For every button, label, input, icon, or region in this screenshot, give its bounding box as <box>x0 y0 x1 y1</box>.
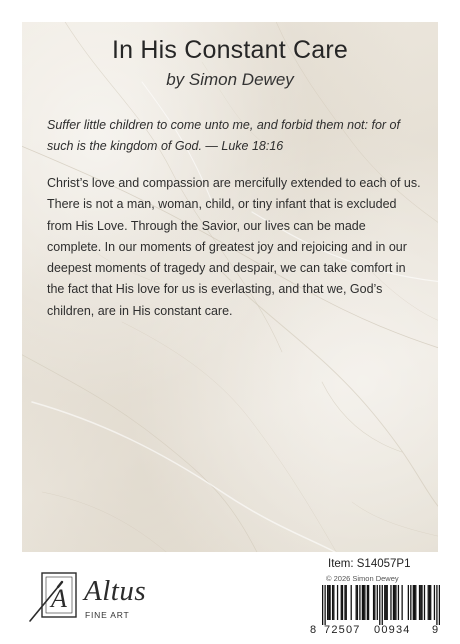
barcode-bar <box>428 585 429 620</box>
barcode-bar <box>333 585 334 620</box>
barcode-bar <box>401 585 402 620</box>
barcode-bar <box>327 585 328 620</box>
logo-subtitle: FINE ART <box>85 610 130 620</box>
barcode-bar <box>387 585 388 620</box>
barcode-bar <box>430 585 431 620</box>
barcode-bar <box>329 585 330 620</box>
barcode-left-group: 72507 <box>324 624 361 636</box>
barcode-bar <box>322 585 323 625</box>
barcode-bar <box>384 585 385 620</box>
barcode-first-digit: 8 <box>310 624 317 636</box>
barcode-bar <box>395 585 396 620</box>
barcode-bar <box>408 585 409 620</box>
barcode-bar <box>346 585 347 620</box>
barcode-bar <box>368 585 369 620</box>
barcode-bar <box>362 585 363 620</box>
barcode-bar <box>328 585 329 620</box>
logo-wordmark: Altus <box>84 575 147 607</box>
barcode-bar <box>357 585 358 620</box>
altus-fine-art-logo <box>28 565 168 627</box>
copyright-notice: © 2026 Simon Dewey <box>326 574 399 583</box>
barcode-bar <box>379 585 380 625</box>
barcode-bar <box>390 585 391 620</box>
barcode-bar <box>434 585 435 620</box>
barcode-bar <box>382 585 383 625</box>
page-title: In His Constant Care <box>111 36 349 64</box>
barcode-bar <box>420 585 421 620</box>
barcode-bar <box>356 585 357 620</box>
barcode-bar <box>332 585 333 620</box>
barcode-bar <box>394 585 395 620</box>
barcode-bar <box>377 585 378 620</box>
barcode-bar <box>419 585 420 620</box>
barcode-bar <box>359 585 360 620</box>
marble-card <box>22 22 438 552</box>
barcode-bar <box>436 585 437 625</box>
barcode-bar <box>324 585 325 625</box>
barcode-right-group: 00934 <box>374 624 411 636</box>
barcode-bar <box>373 585 374 620</box>
barcode-bar <box>424 585 425 620</box>
barcode-last-digit: 9 <box>432 624 439 636</box>
barcode-bar <box>367 585 368 620</box>
barcode-bar <box>385 585 386 620</box>
altus-a-logo-icon <box>28 565 80 623</box>
barcode-bar <box>413 585 414 620</box>
item-code: Item: S14057P1 <box>328 558 411 570</box>
barcode-bar <box>393 585 394 620</box>
artist-byline: by Simon Dewey <box>166 70 294 89</box>
barcode-bar <box>414 585 415 620</box>
barcode-bar <box>421 585 422 620</box>
barcode-bar <box>429 585 430 620</box>
barcode <box>322 585 440 625</box>
barcode-bar <box>341 585 342 620</box>
barcode-bar <box>342 585 343 620</box>
barcode-bar <box>344 585 345 620</box>
barcode-bar <box>439 585 440 625</box>
barcode-bar <box>337 585 338 620</box>
barcode-bar <box>415 585 416 620</box>
barcode-bar <box>410 585 411 620</box>
barcode-bar <box>398 585 399 620</box>
barcode-bar <box>374 585 375 620</box>
scripture-verse: Suffer little children to come unto me, and forbid them not: for of such is the kingdom of God. — Luke 18:16 <box>47 118 400 153</box>
barcode-bar <box>363 585 364 620</box>
barcode-bar <box>364 585 365 620</box>
description-paragraph: Christ’s love and compassion are mercifully extended to each of us. There is not a man, woman, child, or tiny infant that is excluded from His Love. Through the Savior, our lives can be made complete. In our moments of greatest joy and rejoicing and in our deepest moments of tragedy and despair, we can take comfort in the fact that His love for us is everlasting, and that we, God’s children, are in His constant care. <box>47 176 421 318</box>
barcode-bar <box>351 585 352 620</box>
logo-mark-letter: A <box>51 584 67 613</box>
